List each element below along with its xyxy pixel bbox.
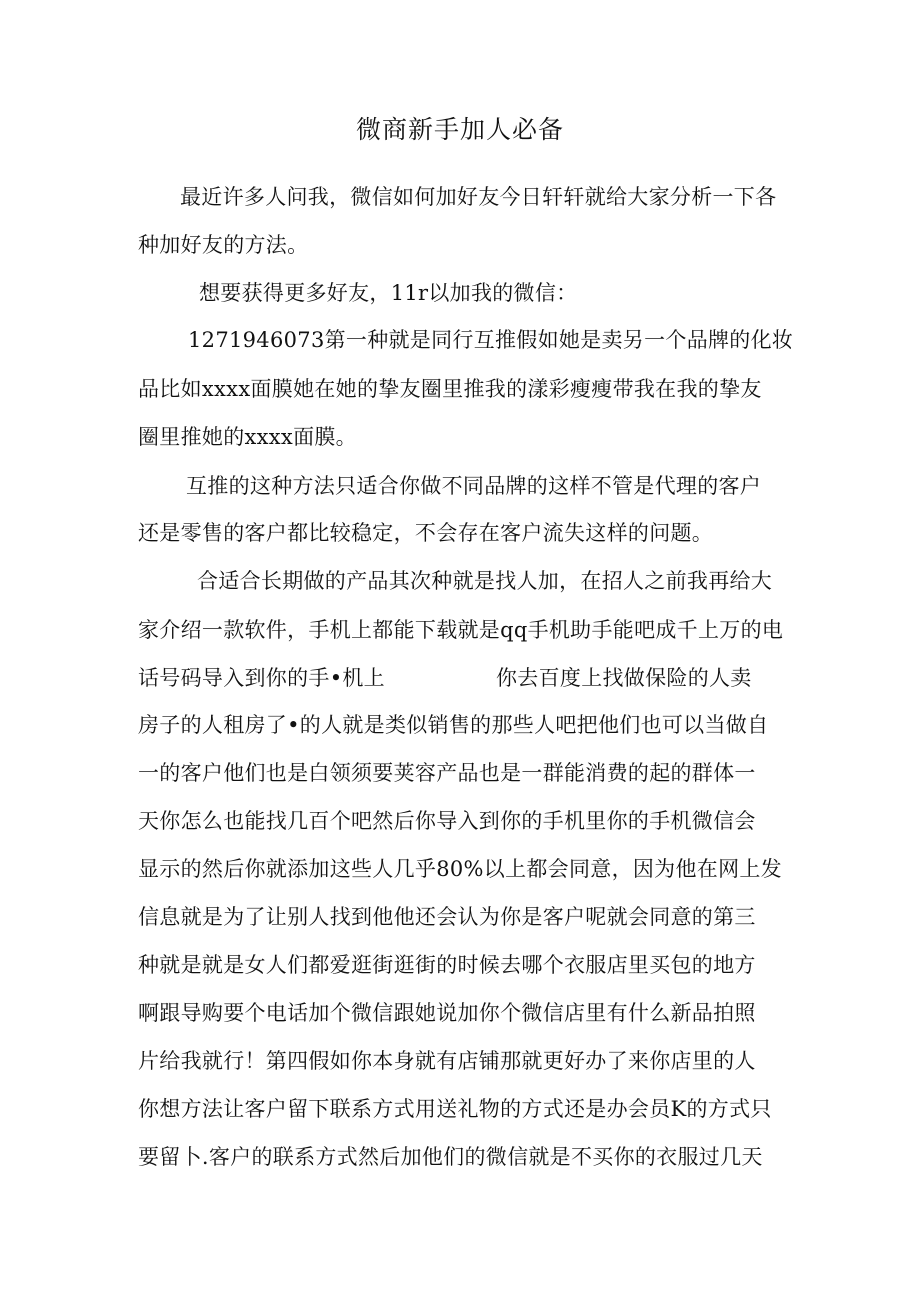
text-line: 合适合长期做的产品其次种就是找人加，在招人之前我再给大 [197,569,773,593]
text-line: 你想方法让客户留下联系方式用送礼物的方式还是办会员K的方式只 [138,1097,772,1121]
text-line: 房子的人租房了•的人就是类似销售的那些人吧把他们也可以当做自 [138,713,769,737]
text-line: 1271946073第一种就是同行互推假如她是卖另一个品牌的化妆 [188,328,794,352]
text-line: 种加好友的方法。 [138,233,309,257]
text-line: 天你怎么也能找几百个吧然后你导入到你的手机里你的手机微信会 [138,809,756,833]
text-line: 种就是就是女人们都爱逛街逛街的时候去哪个衣服店里买包的地方 [138,953,756,977]
text-line: 品比如xxxx面膜她在她的挚友圈里推我的漾彩瘦瘦带我在我的挚友 [138,377,762,401]
text-line: 显示的然后你就添加这些人几乎80%以上都会同意，因为他在网上发 [138,857,782,881]
text-line: 你去百度上找做保险的人卖 [496,666,752,690]
text-line: 互推的这种方法只适合你做不同品牌的这样不管是代理的客户 [186,474,762,498]
text-line: 圈里推她的xxxx面膜。 [138,425,357,449]
text-line: 要留卜.客户的联系方式然后加他们的微信就是不买你的衣服过几天 [138,1145,763,1169]
text-line: 家介绍一款软件，手机上都能下载就是qq手机助手能吧成千上万的电 [138,618,784,642]
text-line: 片给我就行！第四假如你本身就有店铺那就更好办了来你店里的人 [138,1049,756,1073]
text-line: 最近许多人问我，微信如何加好友今日轩轩就给大家分析一下各 [180,185,777,209]
text-line: 想要获得更多好友，11r以加我的微信： [199,281,578,305]
text-line: 啊跟导购要个电话加个微信跟她说加你个微信店里有什么新品拍照 [138,1001,756,1025]
text-line: 信息就是为了让别人找到他他还会认为你是客户呢就会同意的第三 [138,905,756,929]
document-title: 微商新手加人必备 [355,115,564,144]
text-line: 一的客户他们也是白领须要荚容产品也是一群能消费的起的群体一 [138,761,756,785]
text-line: 话号码导入到你的手•机上 [138,666,385,690]
text-line: 还是零售的客户都比较稳定，不会存在客户流失这样的问题。 [138,521,714,545]
